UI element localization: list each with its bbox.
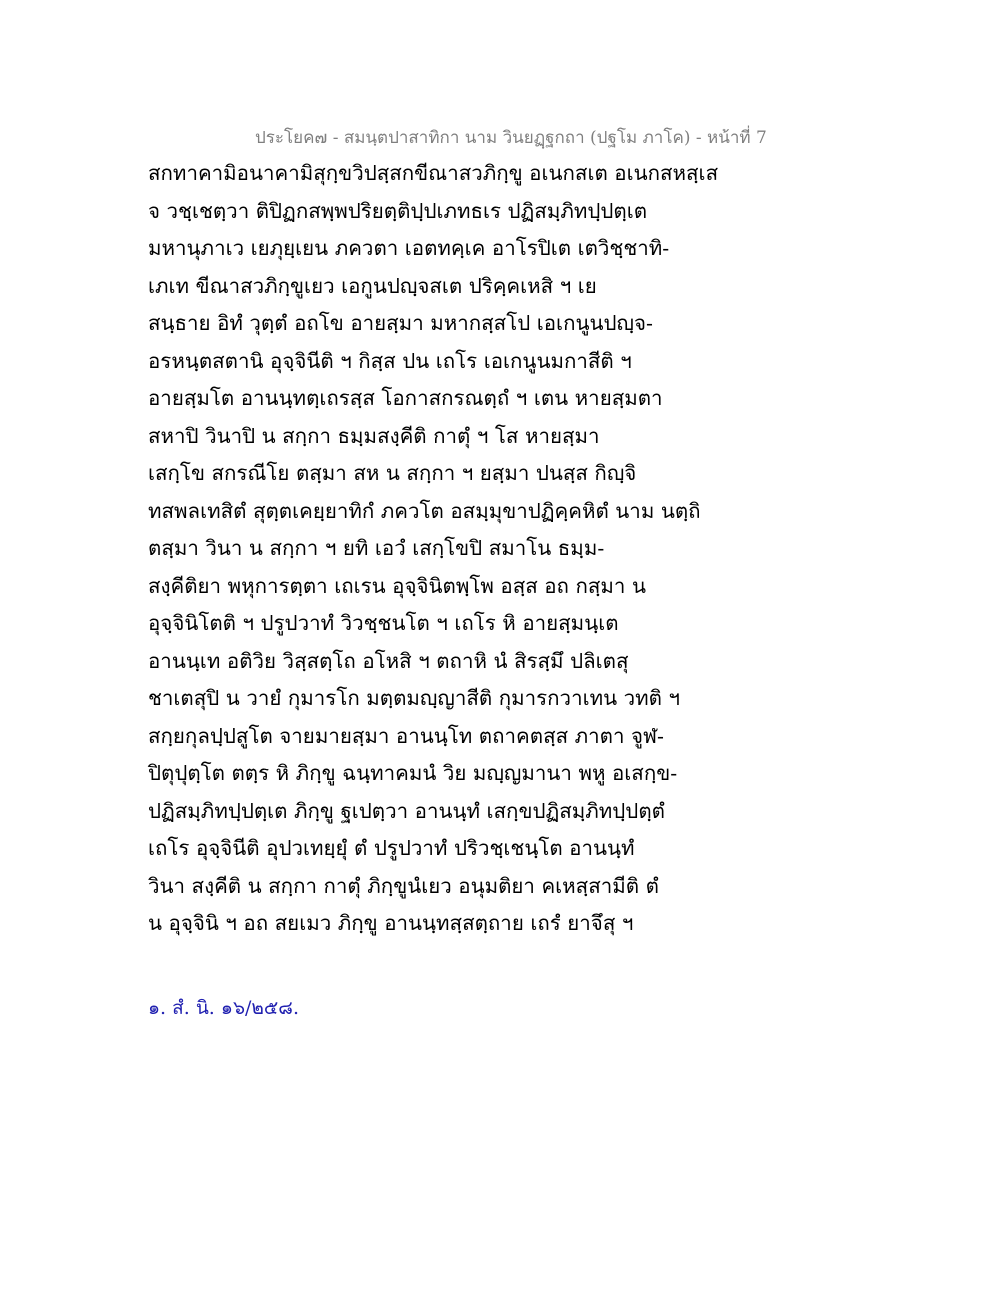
body-line: ชาเตสุปิ น วายํ กุมารโก มตฺตมญฺญาสีติ กุมารกวาเทน วทติ ฯ: [148, 686, 680, 710]
body-line: ตสฺมา วินา น สกฺกา ฯ ยทิ เอวํ เสกฺโขปิ สมาโน ธมฺม-: [148, 536, 605, 560]
footnote: ๑. สํ. นิ. ๑๖/๒๕๘.: [148, 997, 300, 1019]
body-line: เสกฺโข สกรณีโย ตสฺมา สห น สกฺกา ฯ ยสฺมา ปนสฺส กิญฺจิ: [148, 461, 637, 485]
body-line: ปิตุปุตฺโต ตตฺร หิ ภิกฺขู ฉนฺทาคมนํ วิย มญฺญมานา พหู อเสกฺข-: [148, 761, 678, 785]
body-line: อุจฺจินิโตติ ฯ ปรูปวาทํ วิวชฺชนโต ฯ เถโร หิ อายสฺมนฺเต: [148, 611, 619, 635]
body-line: น อุจฺจินิ ฯ อถ สยเมว ภิกฺขู อานนฺทสฺสตฺถาย เถรํ ยาจึสุ ฯ: [148, 911, 634, 935]
body-text: [148, 155, 868, 943]
body-line: วินา สงฺคีติ น สกฺกา กาตุํ ภิกฺขูนํเยว อนุมติยา คเหสฺสามีติ ตํ: [148, 873, 659, 898]
body-line: อานนฺเท อติวิย วิสฺสตฺโถ อโหสิ ฯ ตถาหิ นํ สิรสฺมึ ปลิเตสุ: [148, 648, 629, 673]
running-header: ประโยค๗ - สมนฺตปาสาทิกา นาม วินยฏฺฐกถา (ปฐโม ภาโค) - หน้าที่ 7: [255, 128, 767, 148]
body-line: สงฺคีติยา พหุการตฺตา เถเรน อุจฺจินิตพฺโพ อสฺส อถ กสฺมา น: [148, 573, 646, 598]
body-line: สกทาคามิอนาคามิสุกฺขวิปสฺสกขีณาสวภิกฺขู อเนกสเต อเนกสหสฺเส: [148, 161, 719, 185]
body-line: สหาปิ วินาปิ น สกฺกา ธมฺมสงฺคีติ กาตุํ ฯ โส หายสฺมา: [148, 423, 600, 448]
body-line: เถโร อุจฺจินีติ อุปวเทยฺยุํ ตํ ปรูปวาทํ ปริวชฺเชนฺโต อานนฺทํ: [148, 836, 635, 860]
body-line: สนฺธาย อิทํ วุตฺตํ อถโข อายสฺมา มหากสฺสโป เอเกนูนปญฺจ-: [148, 311, 653, 335]
body-line: อรหนฺตสตานิ อุจฺจินีติ ฯ กิสฺส ปน เถโร เอเกนูนมกาสีติ ฯ: [148, 348, 632, 373]
body-line: อายสฺมโต อานนฺทตฺเถรสฺส โอกาสกรณตฺถํ ฯ เตน หายสฺมตา: [148, 386, 663, 410]
body-line: สกฺยกุลปฺปสูโต จายมายสฺมา อานนฺโท ตถาคตสฺส ภาตา จูฬ-: [148, 723, 664, 748]
body-line: ทสพลเทสิตํ สุตฺตเคยฺยาทิกํ ภควโต อสมฺมุขาปฏิคฺคหิตํ นาม นตฺถิ: [148, 498, 701, 523]
body-line: เภเท ขีณาสวภิกฺขูเยว เอกูนปญฺจสเต ปริคฺคเหสิ ฯ เย: [148, 273, 597, 298]
body-line: มหานุภาเว เยภุยฺเยน ภควตา เอตทคฺเค อาโรปิเต เตวิชฺชาทิ-: [148, 236, 670, 260]
body-line: ปฏิสมฺภิทปฺปตฺเต ภิกฺขู ฐเปตฺวา อานนฺทํ เสกฺขปฏิสมฺภิทปฺปตฺตํ: [148, 798, 665, 823]
body-line: จ วชฺเชตฺวา ติปิฏกสพฺพปริยตฺติปฺปเภทธเร ปฏิสมฺภิทปฺปตฺเต: [148, 198, 648, 223]
